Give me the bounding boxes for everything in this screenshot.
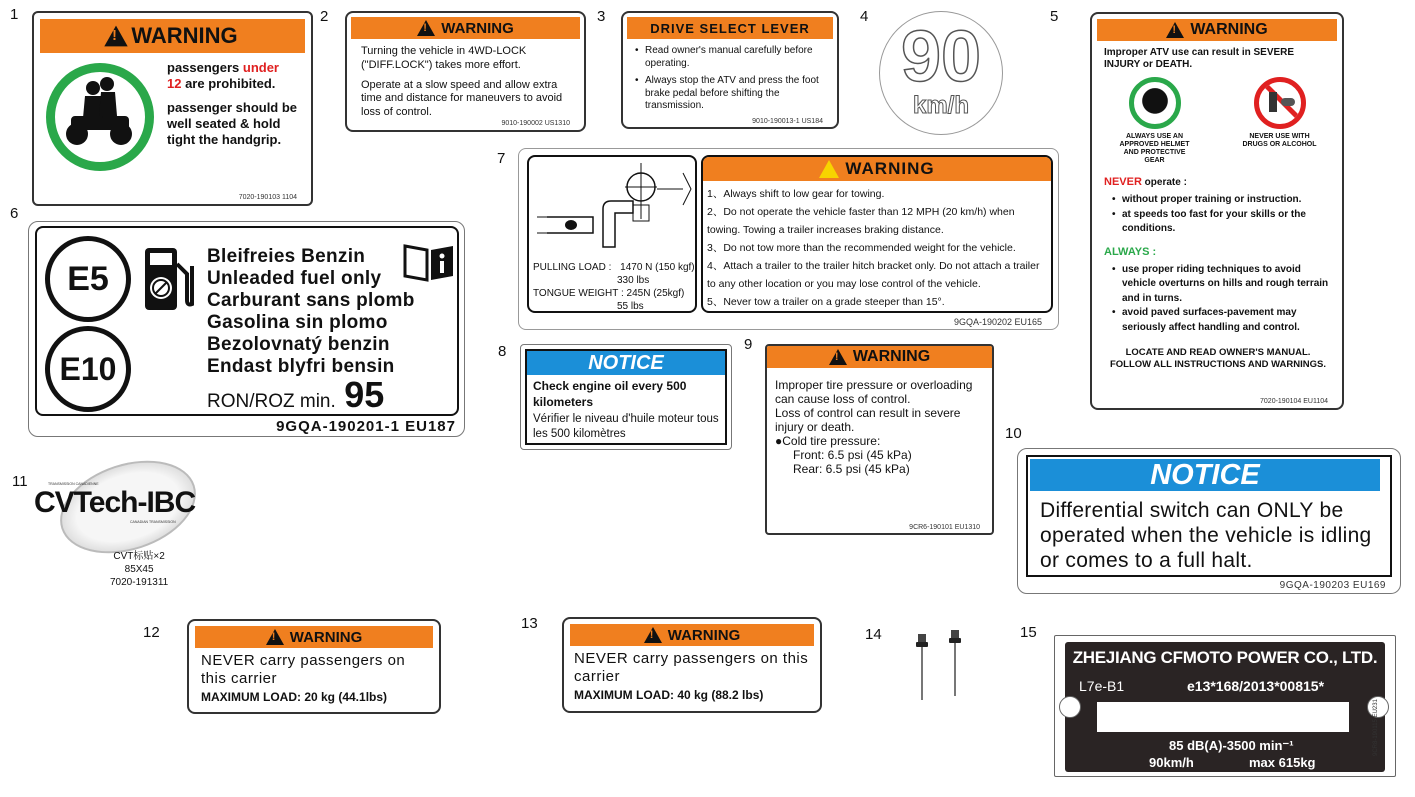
fuel-line-de: Bleifreies Benzin xyxy=(207,246,366,267)
passenger-text-12: 12 xyxy=(167,76,182,91)
never-word: NEVER xyxy=(1104,176,1142,189)
never-rest: operate : xyxy=(1141,177,1187,189)
nameplate-approval: e13*168/2013*00815* xyxy=(1187,678,1325,694)
item-number-13: 13 xyxy=(521,615,538,632)
notice-header: NOTICE xyxy=(1030,459,1380,491)
carrier-max-load: MAXIMUM LOAD: 20 kg (44.1lbs) xyxy=(201,690,388,704)
item-number-6: 6 xyxy=(10,205,19,222)
item-number-2: 2 xyxy=(320,8,329,25)
label-3-drive-select-lever xyxy=(621,11,839,129)
cvtech-logo-text: CVTech-IBC xyxy=(34,486,196,519)
fuel-line-es: Gasolina sin plomo xyxy=(207,312,388,333)
item-number-7: 7 xyxy=(497,150,506,167)
warning-triangle-icon xyxy=(644,627,662,643)
warning-title: WARNING xyxy=(1190,21,1268,38)
towing-item: 4、Attach a trailer to the trailer hitch bracket only. Do not attach a trailer to any other location or you may lose control of the vehicle. xyxy=(707,260,1040,290)
helmet-icon xyxy=(1129,77,1181,129)
label-code: 9GQA-190203 EU169 xyxy=(1279,580,1386,591)
towing-item: 3、Do not tow more than the recommended weight for the vehicle. xyxy=(707,242,1016,254)
passenger-text-b: are prohibited. xyxy=(181,76,276,91)
item-number-14: 14 xyxy=(865,626,882,643)
warning-yellow-triangle-icon xyxy=(819,160,839,178)
label-code: 7020-190104 EU1104 xyxy=(1260,398,1328,405)
nameplate-side-code: 9CR8-190115 EU231 xyxy=(1373,699,1379,756)
label-code: 9CR6-190101 EU1310 xyxy=(909,524,980,531)
warning-title: WARNING xyxy=(852,348,931,365)
passenger-text-a: passengers xyxy=(167,60,243,75)
carrier-text: NEVER carry passengers on this carrier xyxy=(201,652,406,687)
warning-header xyxy=(40,19,305,53)
helmet-caption: ALWAYS USE AN APPROVED HELMET AND PROTECTIVE GEAR xyxy=(1119,133,1190,165)
trailer-hitch-diagram xyxy=(533,159,693,259)
item-14-rivets xyxy=(903,618,980,708)
label-1-passenger-warning xyxy=(32,11,313,206)
fuel-line-cz: Bezolovnatý benzin xyxy=(207,334,390,355)
list-item: • use proper riding techniques to avoid vehicle overturns on hills and rough terrain and in turns. xyxy=(1112,263,1332,307)
passenger-text-c: passenger should be well seated & hold tight the handgrip. xyxy=(167,100,298,147)
fuel-line-en: Unleaded fuel only xyxy=(207,268,382,289)
warning-header xyxy=(703,157,1051,181)
oil-notice-inner xyxy=(525,349,727,445)
warning-header xyxy=(570,624,814,646)
pulling-load-label: PULLING LOAD : xyxy=(533,262,612,273)
warning-header xyxy=(195,626,433,648)
tongue-weight-label: TONGUE WEIGHT : xyxy=(533,288,624,299)
fuel-inner xyxy=(35,226,459,416)
item-number-9: 9 xyxy=(744,336,753,353)
fuel-code: 9GQA-190201-1 EU187 xyxy=(276,418,456,435)
ron-text: RON/ROZ min. xyxy=(207,391,336,412)
label-7-towing-warning xyxy=(518,148,1059,330)
label-6-fuel-label xyxy=(28,221,465,437)
warning-title: WARNING xyxy=(667,626,741,644)
item-number-15: 15 xyxy=(1020,624,1037,641)
rivet-icon xyxy=(903,618,980,708)
item-number-10: 10 xyxy=(1005,425,1022,442)
warning-triangle-icon xyxy=(829,349,847,365)
item-number-4: 4 xyxy=(860,8,869,25)
tongue-weight-value-2: 55 lbs xyxy=(617,301,644,312)
atv-riders-icon xyxy=(55,72,145,162)
label-13-carrier-40kg-warning xyxy=(562,617,822,713)
pulling-load-value-2: 330 lbs xyxy=(617,275,650,286)
list-item: • Read owner's manual carefully before operating. xyxy=(635,45,829,70)
speed-number: 90 xyxy=(900,17,982,97)
tire-text-3: ●Cold tire pressure: xyxy=(775,434,881,448)
item-number-1: 1 xyxy=(10,6,19,23)
list-item: • Always stop the ATV and press the foot brake pedal before shifting the transmission. xyxy=(635,75,829,113)
fuel-line-fr: Carburant sans plomb xyxy=(207,290,415,311)
warning-header xyxy=(767,346,992,368)
nameplate-mass: max 615kg xyxy=(1249,755,1316,770)
drive-select-list xyxy=(623,39,837,113)
oil-notice-en: Check engine oil every 500 kilometers xyxy=(533,379,687,409)
passenger-text-under: under xyxy=(242,60,279,75)
nameplate-hole-left xyxy=(1059,696,1081,718)
list-item: • at speeds too fast for your skills or the conditions. xyxy=(1112,208,1332,237)
nameplate-speed: 90km/h xyxy=(1149,755,1194,770)
item-number-3: 3 xyxy=(597,8,606,25)
label-code: 9GQA-190202 EU165 xyxy=(953,317,1042,327)
warning-triangle-icon xyxy=(417,20,435,36)
pulling-load-value-1: 1470 N (150 kgf) xyxy=(620,262,695,273)
drive-select-title: DRIVE SELECT LEVER xyxy=(650,20,810,36)
tire-rear: Rear: 6.5 psi (45 kPa) xyxy=(793,462,910,476)
4wd-text-1: Turning the vehicle in 4WD-LOCK ("DIFF.LOCK") takes more effort. xyxy=(361,45,527,71)
fuel-line-sv: Endast blyfri bensin xyxy=(207,356,395,377)
item-number-12: 12 xyxy=(143,624,160,641)
carrier-text: NEVER carry passengers on this carrier xyxy=(574,650,809,685)
drive-select-header xyxy=(627,17,833,39)
cvtech-top-small: TRANSMISSION CANADIENNE xyxy=(48,482,99,486)
carrier-max-load: MAXIMUM LOAD: 40 kg (88.2 lbs) xyxy=(574,688,764,702)
nameplate-noise: 85 dB(A)-3500 min⁻¹ xyxy=(1169,738,1294,753)
label-code: 9010-190013-1 US184 xyxy=(752,118,823,125)
warning-triangle-icon xyxy=(266,629,284,645)
cvt-caption-1: CVT标贴×2 xyxy=(113,551,165,562)
label-code: 9010-190002 US1310 xyxy=(501,120,570,127)
nameplate-body xyxy=(1065,642,1385,772)
oil-notice-fr: Vérifier le niveau d'huile moteur tous les 500 kilomètres xyxy=(533,413,719,440)
list-item: • without proper training or instruction. xyxy=(1112,193,1332,208)
nameplate-model: L7e-B1 xyxy=(1079,678,1125,694)
warning-header xyxy=(351,17,580,39)
warning-title: WARNING xyxy=(441,19,514,37)
label-5-atv-use-warning xyxy=(1090,12,1344,410)
e10-text: E10 xyxy=(59,350,117,387)
label-11-cvtech-logo xyxy=(28,460,218,590)
diff-notice-inner xyxy=(1026,455,1392,577)
item-number-8: 8 xyxy=(498,343,507,360)
tire-front: Front: 6.5 psi (45 kPa) xyxy=(793,448,912,462)
towing-text-panel xyxy=(701,155,1053,313)
always-word: ALWAYS : xyxy=(1104,245,1157,258)
list-item: • avoid paved surfaces-pavement may seriously affect handling and control. xyxy=(1112,306,1332,335)
label-12-carrier-20kg-warning xyxy=(187,619,441,714)
warning-triangle-icon xyxy=(1166,22,1184,38)
tire-text-1: Improper tire pressure or overloading can cause loss of control. xyxy=(775,378,973,406)
atv-intro: Improper ATV use can result in SEVERE INJURY or DEATH. xyxy=(1104,47,1295,70)
warning-triangle-icon xyxy=(105,26,128,47)
label-2-4wd-lock-warning xyxy=(345,11,586,132)
warning-title: WARNING xyxy=(845,159,935,178)
label-15-nameplate xyxy=(1054,635,1396,777)
label-9-tire-pressure-warning xyxy=(765,344,994,535)
label-4-speed-sticker xyxy=(879,11,1003,135)
nameplate-title: ZHEJIANG CFMOTO POWER CO., LTD. xyxy=(1072,648,1378,667)
diff-notice-text: Differential switch can ONLY be operated when the vehicle is idling or comes to a full halt. xyxy=(1040,499,1372,572)
item-number-11: 11 xyxy=(12,473,28,490)
ron-number: 95 xyxy=(344,374,385,415)
label-8-oil-notice xyxy=(520,344,732,450)
warning-title: WARNING xyxy=(131,23,238,48)
cvtech-bottom-small: CANADIAN TRANSMISSION xyxy=(130,520,176,524)
tire-text-2: Loss of control can result in severe injury or death. xyxy=(775,406,961,434)
fuel-pump-icon xyxy=(141,244,199,314)
cvt-caption-3: 7020-191311 xyxy=(110,577,169,588)
e5-badge xyxy=(45,236,131,322)
no-drugs-alcohol-icon xyxy=(1254,77,1306,129)
item-number-5: 5 xyxy=(1050,8,1059,25)
always-list xyxy=(1104,263,1332,336)
towing-item: 1、Always shift to low gear for towing. xyxy=(707,188,885,200)
e10-badge xyxy=(45,326,131,412)
label-code: 7020-190103 1104 xyxy=(238,194,297,201)
4wd-text-2: Operate at a slow speed and allow extra time and distance for maneuvers to avoid loss of control. xyxy=(361,78,563,118)
towing-item: 2、Do not operate the vehicle faster than 12 MPH (20 km/h) when towing. Towing a trailer increases braking distance. xyxy=(707,206,1015,236)
atv-footer: LOCATE AND READ OWNER'S MANUAL. FOLLOW ALL INSTRUCTIONS AND WARNINGS. xyxy=(1109,347,1327,371)
never-list xyxy=(1104,193,1332,237)
notice-header: NOTICE xyxy=(527,351,725,375)
towing-item: 5、Never tow a trailer on a grade steeper than 15°. xyxy=(707,296,945,308)
tongue-weight-value-1: 245N (25kgf) xyxy=(626,288,685,299)
speed-unit: km/h xyxy=(912,92,969,119)
label-10-differential-notice xyxy=(1017,448,1401,594)
nameplate-vin-field xyxy=(1097,702,1349,732)
no-passenger-icon xyxy=(46,63,154,171)
hitch-diagram-panel xyxy=(527,155,697,313)
warning-title: WARNING xyxy=(289,628,363,646)
warning-header xyxy=(1097,19,1337,41)
no-drugs-caption: NEVER USE WITH DRUGS OR ALCOHOL xyxy=(1242,133,1317,149)
e5-text: E5 xyxy=(67,259,109,298)
cvt-caption-2: 85X45 xyxy=(124,564,154,575)
